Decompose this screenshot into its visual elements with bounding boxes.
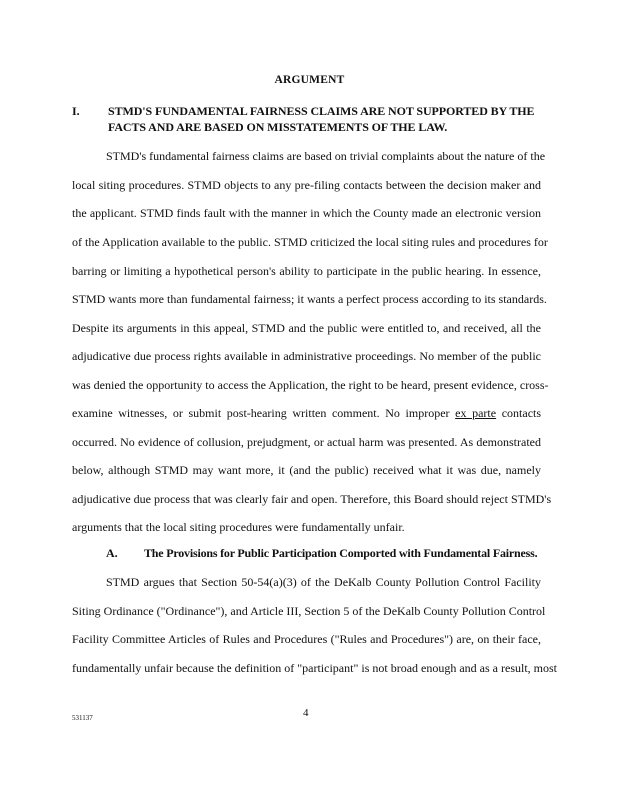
paragraph-line: STMD argues that Section 50-54(a)(3) of the DeKalb County Pollution Control Facility [106,575,541,589]
section-number: I. [72,104,80,118]
paragraph-line: was denied the opportunity to access the Application, the right to be heard, present evidence, cross- [72,378,549,392]
paragraph-line: Facility Committee Articles of Rules and Procedures ("Rules and Procedures") are, on their face, [72,632,541,646]
line-text-after: contacts [501,406,542,420]
document-id: 531137 [72,714,93,722]
ex-parte-underlined: ex parte [455,406,497,420]
subsection-letter: A. [106,546,118,560]
subsection-title: The Provisions for Public Participation Comported with Fundamental Fairness. [144,546,538,560]
paragraph-line: STMD's fundamental fairness claims are based on trivial complaints about the nature of the [106,149,546,163]
paragraph-line: fundamentally unfair because the definition of "participant" is not broad enough and as a result, most [72,661,557,675]
paragraph-line: occurred. No evidence of collusion, prejudgment, or actual harm was presented. As demonstrated [72,435,541,449]
paragraph-line: arguments that the local siting procedures were fundamentally unfair. [72,520,405,534]
page-number: 4 [303,707,309,719]
paragraph-line: local siting procedures. STMD objects to any pre-filing contacts between the decision maker and [72,178,541,192]
section-title-line-1: STMD'S FUNDAMENTAL FAIRNESS CLAIMS ARE NOT SUPPORTED BY THE [108,104,535,118]
paragraph-line: Despite its arguments in this appeal, STMD and the public were entitled to, and received, all the [72,321,541,335]
section-title-line-2: FACTS AND ARE BASED ON MISSTATEMENTS OF THE LAW. [108,120,448,134]
paragraph-line: of the Application available to the public. STMD criticized the local siting rules and procedures for [72,235,548,249]
line-text-before: examine witnesses, or submit post-hearing written comment. No improper [72,406,450,420]
paragraph-line: STMD wants more than fundamental fairness; it wants a perfect process according to its standards. [72,292,547,306]
paragraph-line: adjudicative due process rights available in administrative proceedings. No member of the public [72,349,541,363]
argument-heading: ARGUMENT [274,74,345,86]
paragraph-line: barring or limiting a hypothetical person's ability to participate in the public hearing. In essence, [72,264,541,278]
paragraph-line: adjudicative due process that was clearly fair and open. Therefore, this Board should reject STMD's [72,492,552,506]
paragraph-line: Siting Ordinance ("Ordinance"), and Article III, Section 5 of the DeKalb County Pollution Control [72,604,546,618]
paragraph-line: below, although STMD may want more, it (and the public) received what it was due, namely [72,463,541,477]
paragraph-line: the applicant. STMD finds fault with the manner in which the County made an electronic version [72,206,541,220]
paragraph-line-with-ex-parte [72,406,541,421]
